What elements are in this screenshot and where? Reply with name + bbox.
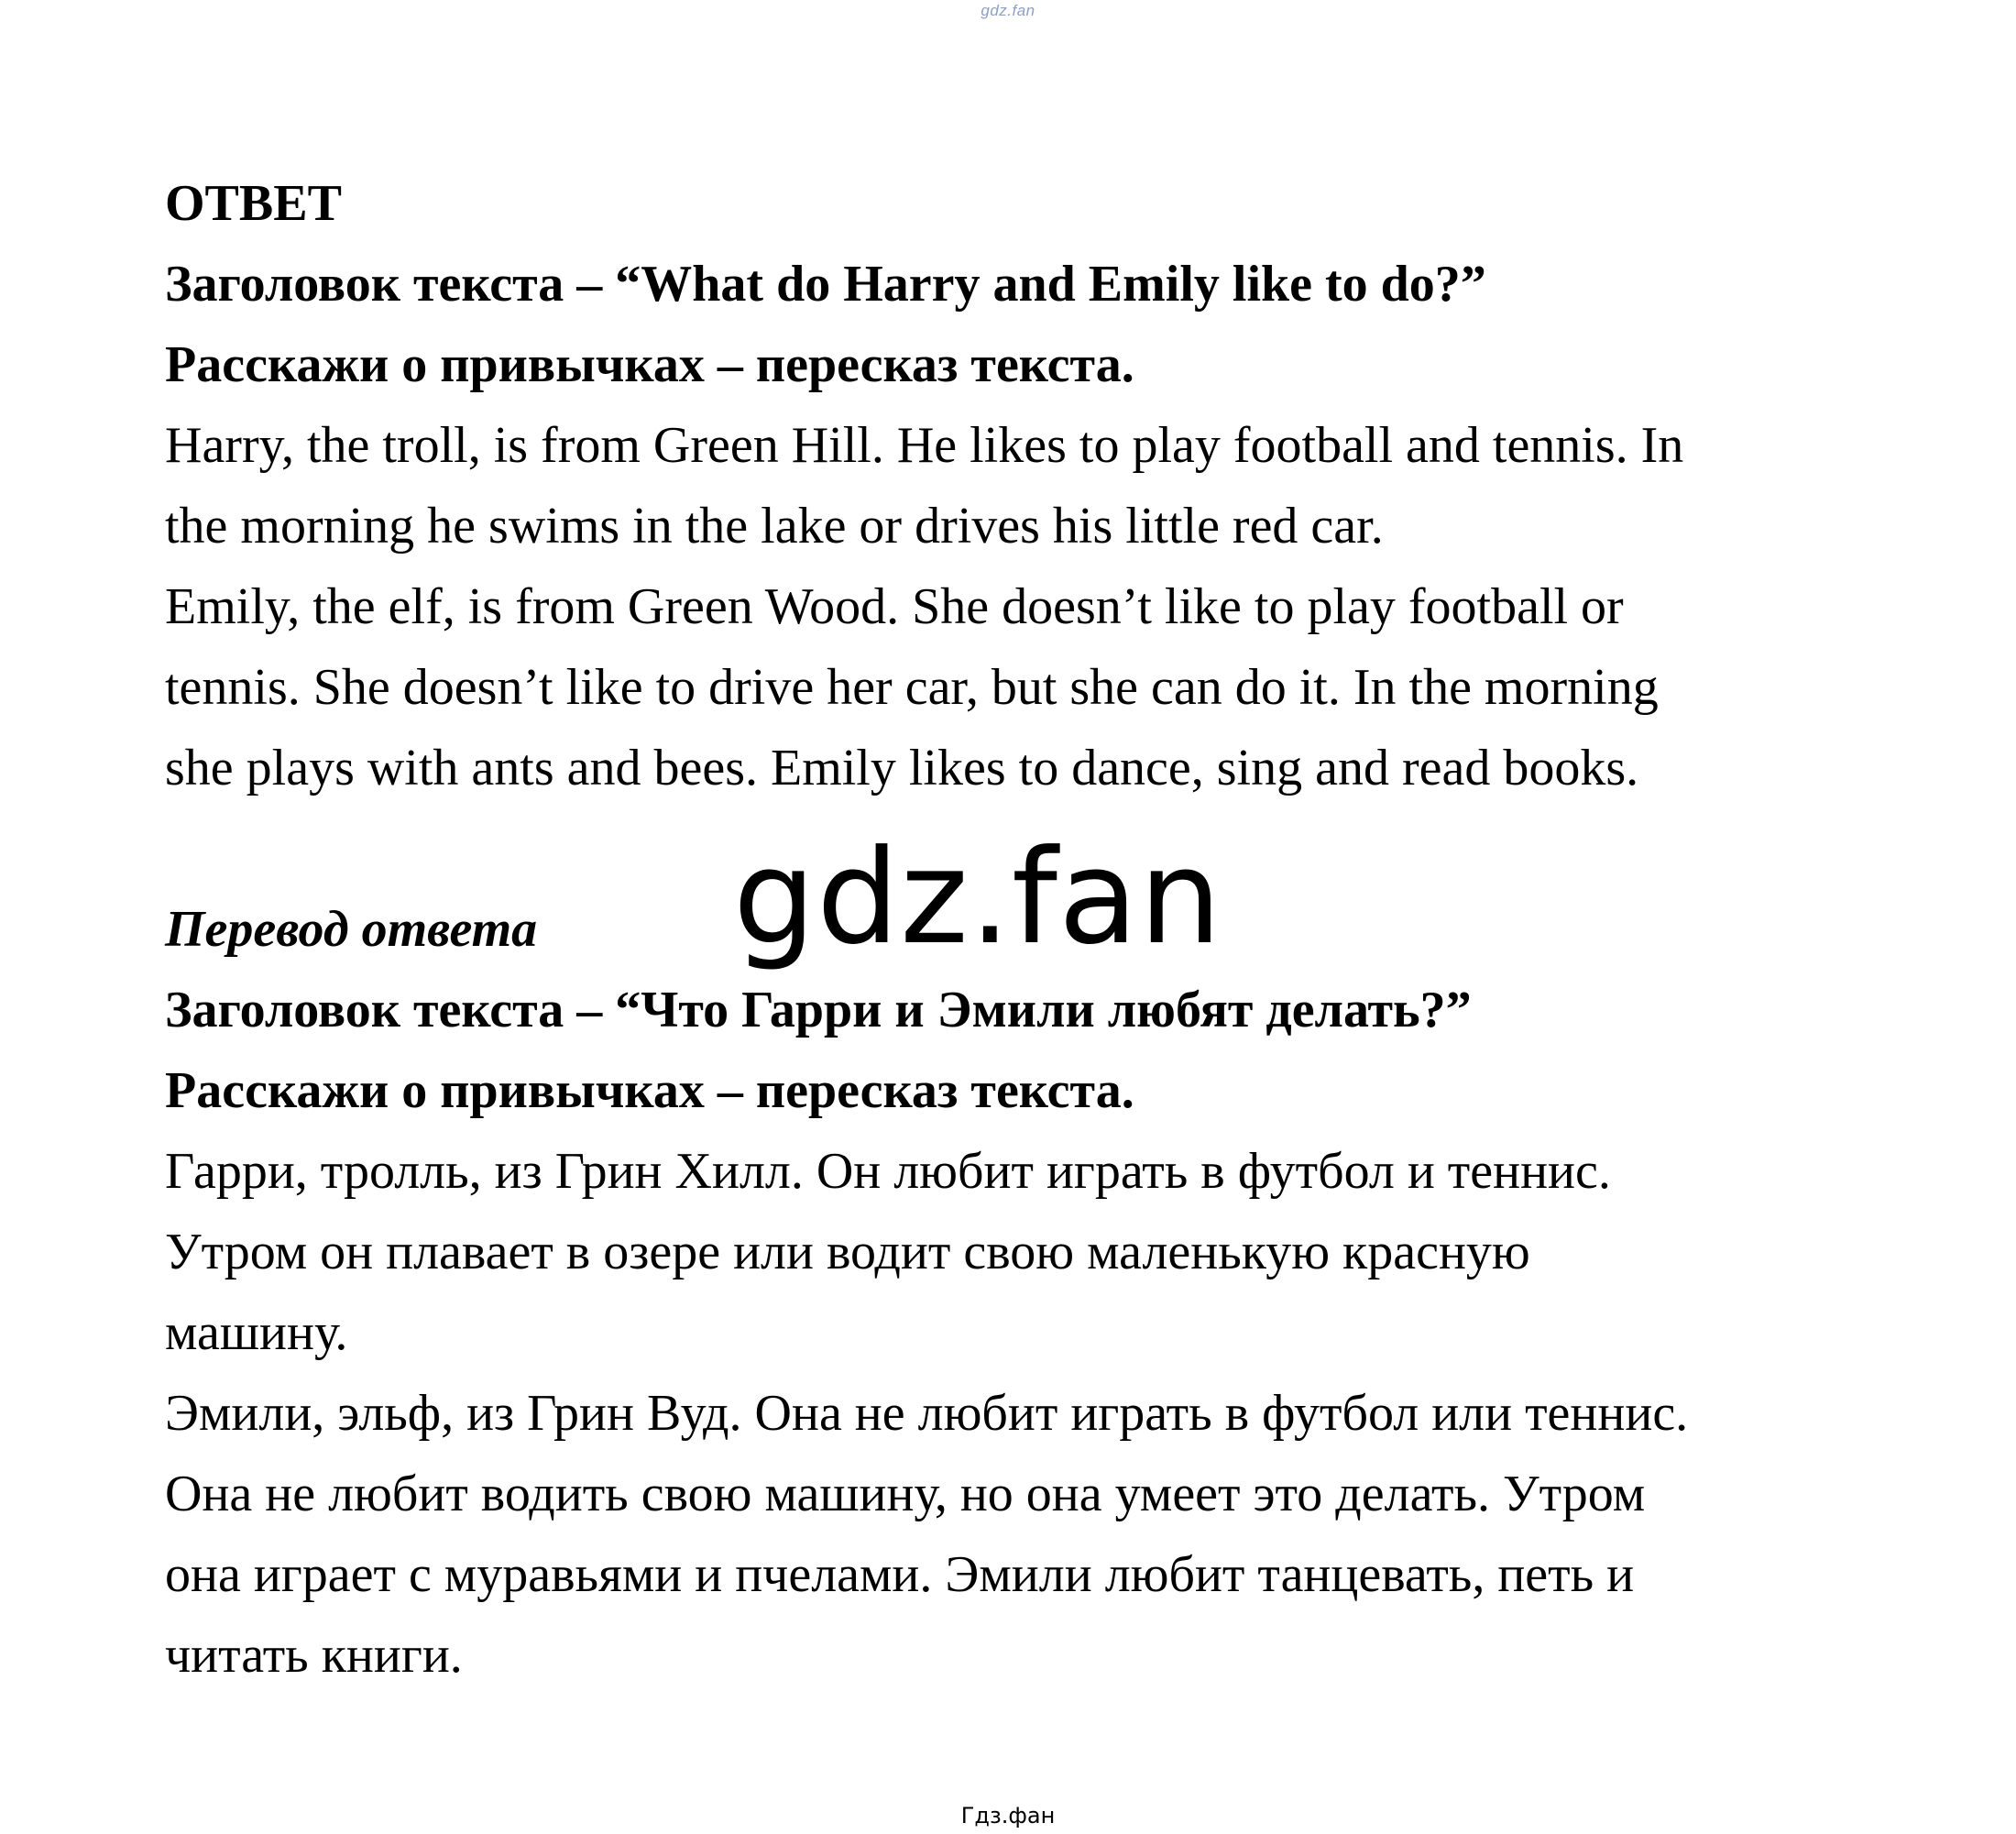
answer-text-line: tennis. She doesn’t like to drive her car, but she can do it. In the morning [165,659,1659,716]
top-watermark: gdz.fan [981,2,1035,19]
translation-heading: Перевод ответа [165,901,538,958]
answer-text-line: Harry, the troll, is from Green Hill. He likes to play football and tennis. In [165,417,1684,474]
answer-text-line: she plays with ants and bees. Emily likes to dance, sing and read books. [165,740,1639,796]
translation-text-line: Утром он плавает в озере или водит свою маленькую красную [165,1224,1530,1280]
translation-text-line: Она не любит водить свою машину, но она умеет это делать. Утром [165,1466,1646,1522]
answer-text-line: the morning he swims in the lake or drives his little red car. [165,498,1384,555]
site-watermark: gdz.fan [733,822,1222,973]
answer-text-line: Emily, the elf, is from Green Wood. She doesn’t like to play football or [165,578,1624,635]
translation-text-line: она играет с муравьями и пчелами. Эмили любит танцевать, петь и [165,1546,1635,1603]
translation-text-line: Эмили, эльф, из Грин Вуд. Она не любит играть в футбол или теннис. [165,1385,1689,1442]
answer-heading: ОТВЕТ [165,175,342,232]
translation-title-line: Заголовок текста – “Что Гарри и Эмили любят делать?” [165,982,1472,1038]
translation-text-line: Гарри, тролль, из Грин Хилл. Он любит играть в футбол и теннис. [165,1143,1611,1200]
answer-title-line: Заголовок текста – “What do Harry and Emily like to do?” [165,256,1486,313]
page-footer: Гдз.фан [960,1803,1056,1829]
translation-subtitle-line: Расскажи о привычках – пересказ текста. [165,1062,1134,1119]
translation-text-line: машину. [165,1304,348,1361]
answer-subtitle-line: Расскажи о привычках – пересказ текста. [165,336,1134,393]
translation-text-line: читать книги. [165,1627,463,1684]
